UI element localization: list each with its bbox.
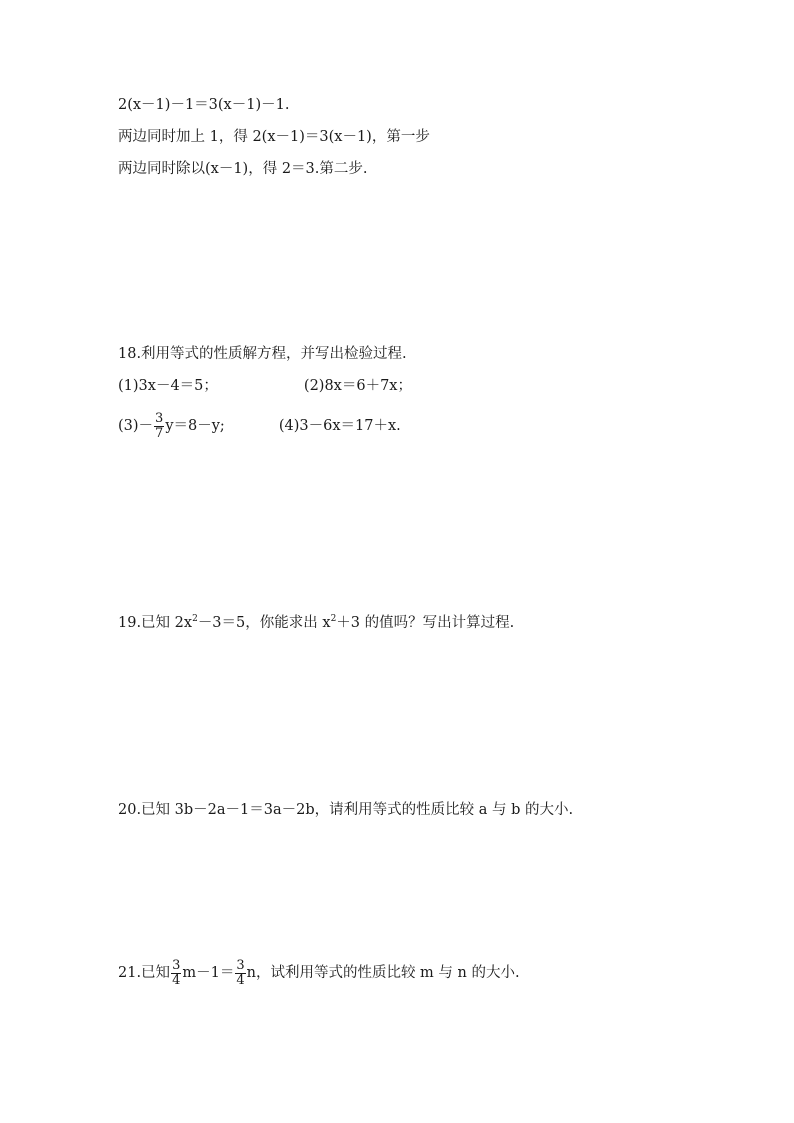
question-20: 20.已知 3b－2a－1＝3a－2b，请利用等式的性质比较 a 与 b 的大小. (118, 802, 574, 818)
step-two-line: 两边同时除以(x－1)，得 2＝3.第二步. (118, 161, 368, 177)
question-18-stem: 18.利用等式的性质解方程，并写出检验过程. (118, 346, 407, 362)
part-3: (3)－ $\frac{3}{7}$ y＝8－y; (118, 410, 225, 441)
question-19: 19.已知 $2x^2-3=5$，你能求出 $x^2+3$ 的值吗？写出计算过程. (118, 614, 515, 631)
fraction: $\frac{3}{4}$ (236, 957, 245, 988)
question-21: 21.已知 $\frac{3}{4}$ m－1＝ $\frac{3}{4}$ n，试利用等式的性质比较 m 与 n 的大小. (118, 957, 520, 988)
fraction: $\frac{3}{4}$ (172, 957, 181, 988)
step-one-line: 两边同时加上 1，得 2(x－1)＝3(x－1)，第一步 (118, 129, 430, 145)
question-18-row-2 (118, 407, 401, 445)
part-2: (2)8x＝6＋7x； (303, 378, 412, 394)
fraction: $\frac{3}{7}$ (155, 410, 164, 441)
part-4: (4)3－6x＝17＋x. (278, 418, 401, 434)
equation-line: 2(x－1)－1＝3(x－1)－1. (118, 97, 290, 113)
question-18-row-1 (118, 376, 412, 396)
part-1: (1)3x－4＝5； (118, 378, 218, 394)
